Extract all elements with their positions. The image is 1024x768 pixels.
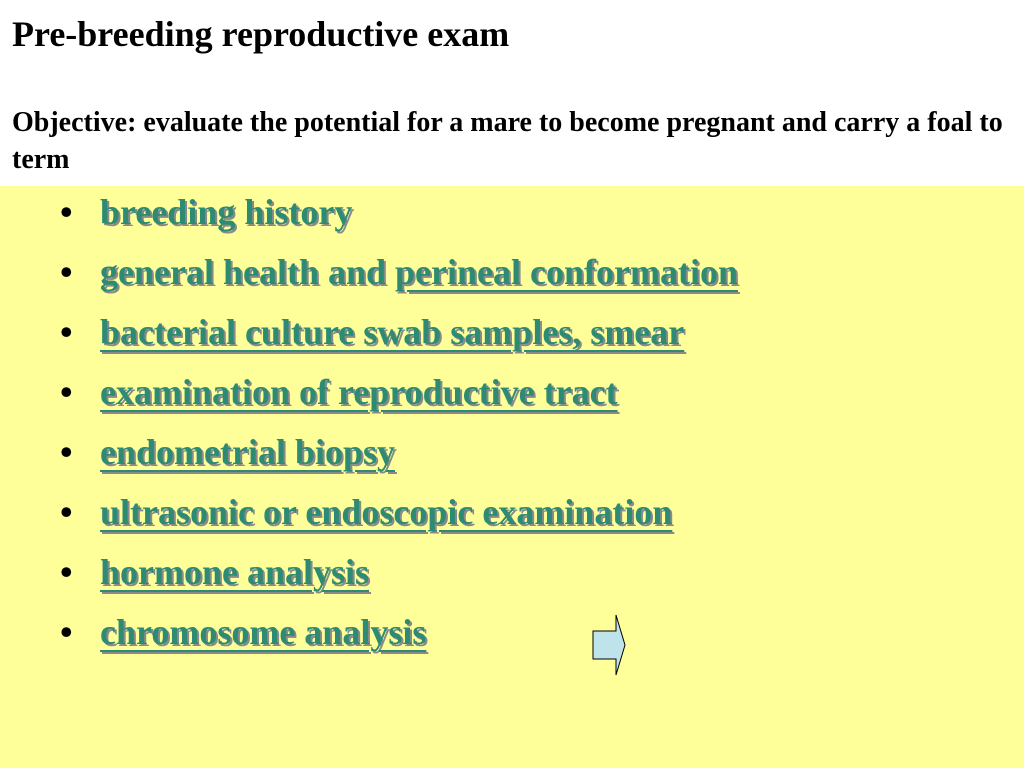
bullet-marker: • [60, 192, 73, 232]
perineal-conformation-link[interactable]: perineal conformation [395, 252, 738, 292]
bullet-text: breeding history [100, 192, 353, 232]
right-arrow-shape [593, 615, 625, 675]
ultrasonic-examination-link[interactable]: ultrasonic or endoscopic examination [100, 492, 673, 532]
bullet-text: general health and [100, 252, 396, 292]
bullet-marker: • [60, 552, 73, 592]
bullet-marker: • [60, 432, 73, 472]
bullet-marker: • [60, 492, 73, 532]
bacterial-culture-link[interactable]: bacterial culture swab samples, smear [100, 312, 685, 352]
endometrial-biopsy-link[interactable]: endometrial biopsy [100, 432, 396, 472]
bullet-marker: • [60, 312, 73, 352]
slide-header [0, 0, 1024, 186]
reproductive-tract-link[interactable]: examination of reproductive tract [100, 372, 618, 412]
hormone-analysis-link[interactable]: hormone analysis [100, 552, 370, 592]
slide-title: Pre-breeding reproductive exam [12, 14, 510, 54]
bullet-marker: • [60, 372, 73, 412]
right-arrow-icon[interactable] [592, 614, 626, 676]
objective-text: Objective: evaluate the potential for a mare to become pregnant and carry a foal to term [12, 107, 1003, 175]
bullet-marker: • [60, 612, 73, 652]
chromosome-analysis-link[interactable]: chromosome analysis [100, 612, 427, 652]
bullet-marker: • [60, 252, 73, 292]
